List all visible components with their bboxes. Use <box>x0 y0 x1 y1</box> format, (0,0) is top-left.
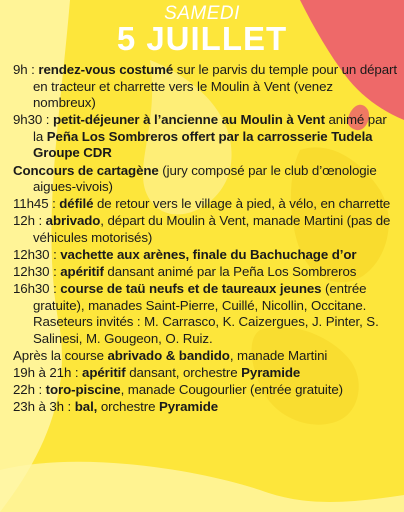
entry-time: 22h : <box>13 382 46 398</box>
entry-title-secondary: Pyramide <box>241 365 301 381</box>
schedule-entry <box>13 264 397 281</box>
entry-title: défilé <box>59 196 94 212</box>
schedule-entry <box>13 196 397 213</box>
entry-details: (jury composé par le club d’œnologie aigues-vivois) <box>33 162 377 195</box>
entry-time: 23h à 3h : <box>13 399 75 415</box>
entry-title: apéritif <box>60 264 104 280</box>
schedule-entry <box>13 163 397 196</box>
entry-details: , départ du Moulin à Vent, manade Martini (pas de véhicules motorisés) <box>33 213 391 245</box>
entry-details: , manade Cougourlier (entrée gratuite) <box>120 382 343 398</box>
schedule-entry <box>13 365 397 382</box>
entry-title: rendez-vous costumé <box>38 62 174 77</box>
entry-details: dansant animé par la Peña Los Sombreros <box>103 264 357 280</box>
entry-time: 19h à 21h : <box>13 365 83 381</box>
entry-time: 12h30 : <box>13 247 61 263</box>
entry-title: vachette aux arènes, finale du Bachuchage d’or <box>60 247 357 263</box>
entry-title-secondary: Peña Los Sombreros offert par la carrosserie Tudela Groupe CDR <box>33 128 373 161</box>
entry-details: dansant, orchestre <box>125 365 242 381</box>
schedule-entry <box>13 247 397 264</box>
entry-time: 12h : <box>13 213 46 229</box>
entry-details: Après la course <box>13 348 108 364</box>
entry-time: 9h30 : <box>13 112 53 128</box>
schedule-list <box>13 62 397 416</box>
day-heading: SAMEDI <box>164 3 240 24</box>
schedule-entry <box>13 382 397 399</box>
entry-details: de retour vers le village à pied, à vélo, en charrette <box>93 196 391 212</box>
entry-title: course de taü neufs et de taureaux jeunes <box>60 281 322 297</box>
entry-time: 12h30 : <box>13 264 61 280</box>
entry-details-secondary: , manade Martini <box>229 348 328 364</box>
entry-details: orchestre <box>97 399 159 415</box>
schedule-entry <box>13 281 397 347</box>
entry-title-secondary: Pyramide <box>158 399 219 415</box>
entry-details: sur le parvis du temple pour un départ en tracteur et charrette vers le Moulin à Vent (venez nombreux) <box>33 62 397 111</box>
date-heading: 5 JUILLET <box>116 20 288 57</box>
entry-details: (entrée gratuite), manades Saint-Pierre, Cuillé, Nicollin, Occitane. Raseteurs invités : M. Carrasco, K. Caizergues, J. Pinter, S. Salinesi, M. Gougeon, O. Ruiz. <box>33 281 379 346</box>
entry-title: petit-déjeuner à l’ancienne au Moulin à Vent <box>52 112 325 128</box>
schedule-entry <box>13 348 397 365</box>
schedule-entry <box>13 62 397 112</box>
entry-title: bal, <box>74 399 98 415</box>
entry-time: 11h45 : <box>13 196 60 212</box>
entry-time: 9h : <box>13 62 39 77</box>
entry-time: 16h30 : <box>13 281 61 297</box>
entry-title: apéritif <box>82 365 126 381</box>
schedule-entry <box>13 399 397 416</box>
schedule-entry <box>13 112 397 162</box>
schedule-entry <box>13 213 397 246</box>
entry-title: abrivado & bandido <box>107 348 230 364</box>
entry-title: Concours de cartagène <box>13 162 159 178</box>
entry-title: toro-piscine <box>45 382 121 398</box>
entry-details: animé par la <box>33 112 387 144</box>
entry-title: abrivado <box>45 213 101 229</box>
